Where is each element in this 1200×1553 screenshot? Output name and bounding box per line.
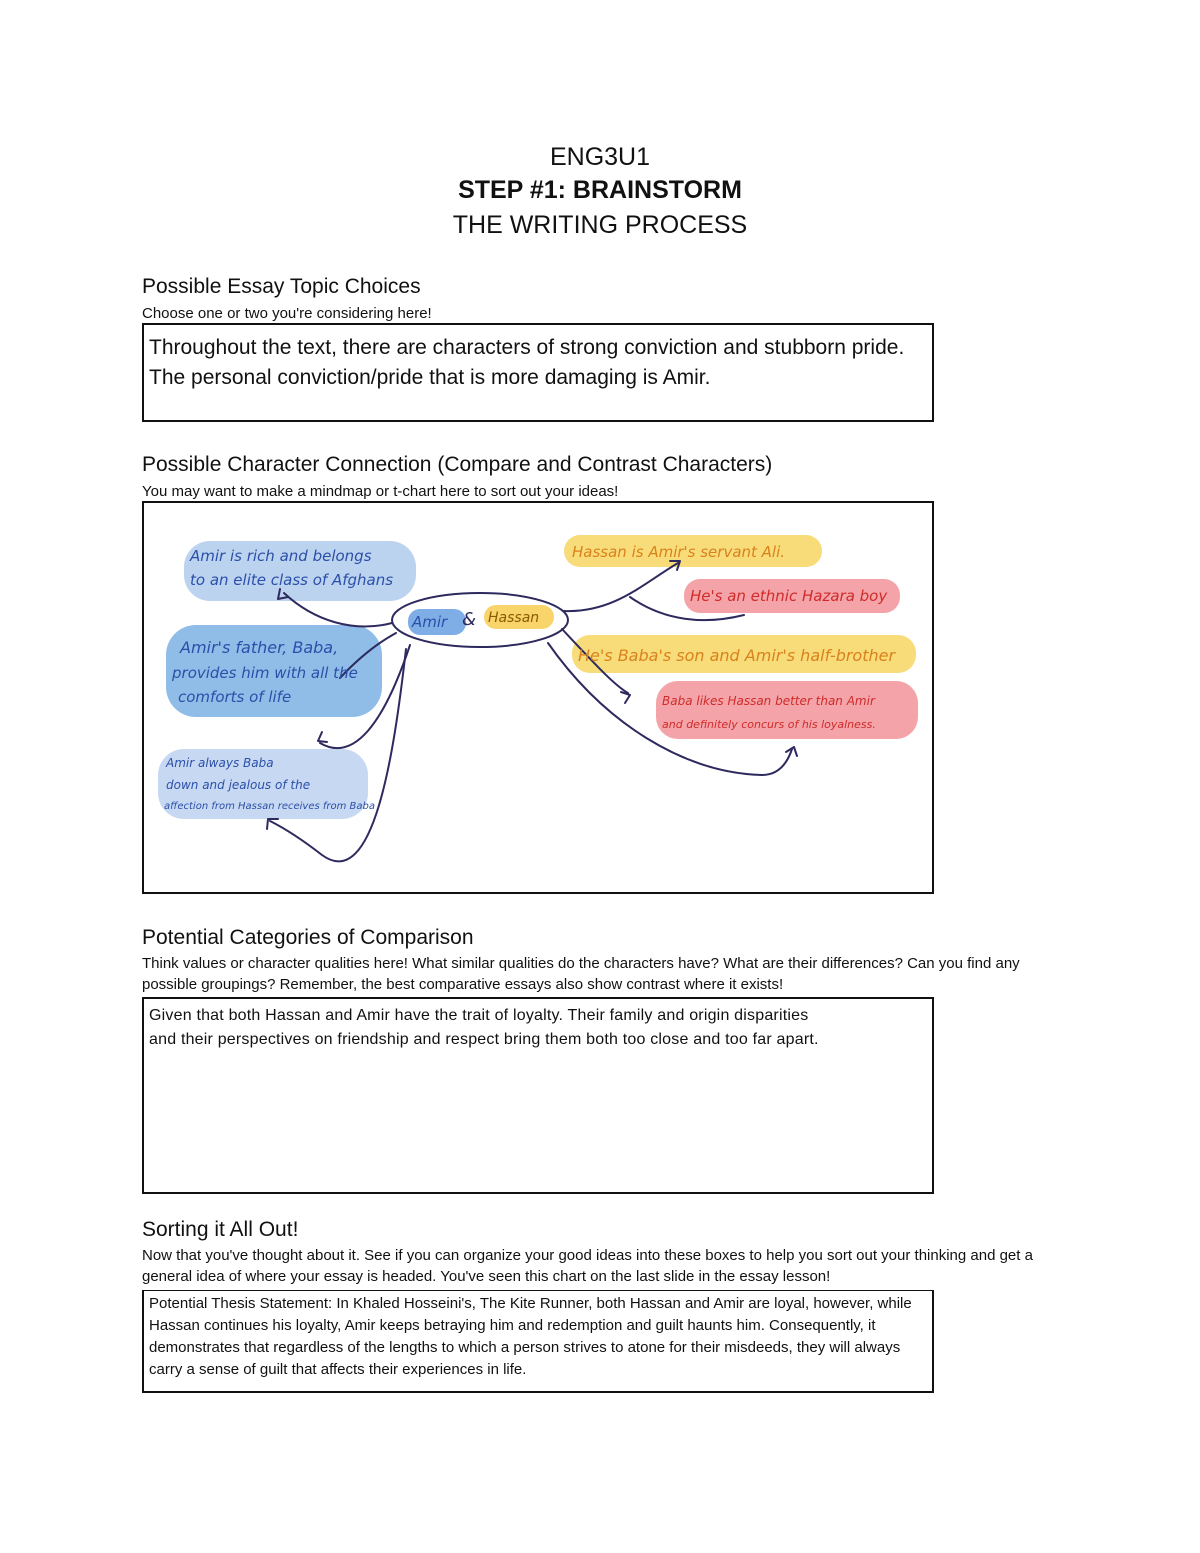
note-jealous-line3: affection from Hassan receives from Baba — [164, 801, 375, 812]
note-baba-line3: comforts of life — [178, 688, 292, 706]
note-amir-rich-line2: to an elite class of Afghans — [190, 571, 394, 589]
thesis-box[interactable] — [142, 1290, 934, 1393]
process-title: THE WRITING PROCESS — [452, 211, 748, 239]
center-label-hassan: Hassan — [488, 610, 540, 626]
topics-heading: Possible Essay Topic Choices — [142, 275, 421, 298]
note-baba-line1: Amir's father, Baba, — [180, 638, 339, 657]
note-jealous-line1: Amir always Baba — [166, 756, 274, 770]
categories-answer-line2: and their perspectives on friendship and respect bring them both too close and too far apart. — [149, 1031, 819, 1048]
sorting-heading: Sorting it All Out! — [142, 1218, 299, 1241]
thesis-text: Potential Thesis Statement: In Khaled Hosseini's, The Kite Runner, both Hassan and Amir are loyal, however, while Hassan continues his loyalty, Amir keeps betraying him and redemption and guilt haunts him. Consequently, it demonstrates that regardless of the lengths to which a person strives to atone for their misdeeds, they will always carry a sense of guilt that affects their experiences in life. — [149, 1295, 912, 1378]
mindmap-box[interactable] — [142, 501, 934, 894]
note-hazara: He's an ethnic Hazara boy — [690, 587, 888, 605]
topics-answer-box[interactable] — [142, 323, 934, 422]
categories-heading: Potential Categories of Comparison — [142, 926, 474, 949]
course-code: ENG3U1 — [549, 143, 651, 171]
note-amir-rich-line1: Amir is rich and belongs — [190, 547, 372, 565]
note-half-brother: He's Baba's son and Amir's half-brother — [578, 646, 896, 665]
note-baba-likes-line2: and definitely concurs of his loyalness. — [662, 718, 876, 731]
connection-instruction: You may want to make a mindmap or t-chart here to sort out your ideas! — [142, 483, 619, 500]
center-label-amp: & — [462, 609, 477, 630]
arrowhead — [318, 732, 327, 742]
arrowhead — [621, 692, 630, 703]
step-title: STEP #1: BRAINSTORM — [458, 176, 742, 204]
connection-heading: Possible Character Connection (Compare and Contrast Characters) — [142, 453, 773, 476]
topics-answer-text: Throughout the text, there are characters of strong conviction and stubborn pride. The personal conviction/pride that is more damaging is Amir. — [149, 336, 905, 389]
topics-instruction: Choose one or two you're considering here! — [142, 305, 432, 322]
note-jealous-line2: down and jealous of the — [166, 778, 311, 792]
categories-answer-line1: Given that both Hassan and Amir have the trait of loyalty. Their family and origin disparities — [149, 1007, 809, 1024]
note-servant: Hassan is Amir's servant Ali. — [572, 543, 786, 561]
arrow-to-hassan-1 — [564, 563, 678, 611]
sorting-instruction: Now that you've thought about it. See if you can organize your good ideas into these boxes to help you sort out your thinking and get a general idea of where your essay is headed. You've seen this chart on the last slide in the essay lesson! — [142, 1247, 1033, 1285]
categories-answer-box[interactable] — [142, 997, 934, 1194]
note-baba-likes-line1: Baba likes Hassan better than Amir — [662, 694, 875, 708]
mindmap — [144, 503, 932, 892]
categories-instruction: Think values or character qualities here! What similar qualities do the characters have? What are their differences? Can you find any possible groupings? Remember, the best comparative essays also show contrast where it exists! — [142, 955, 1020, 993]
note-baba-line2: provides him with all the — [172, 664, 358, 682]
center-label-amir: Amir — [412, 613, 448, 631]
